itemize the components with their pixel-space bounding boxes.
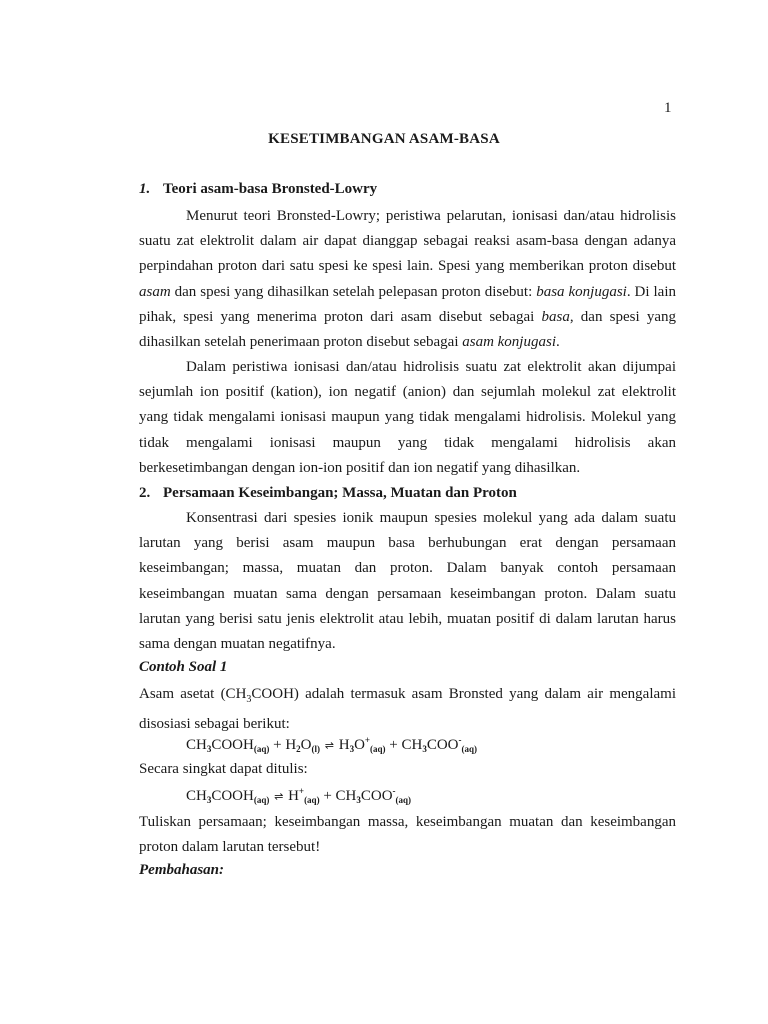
- eq-part: CH: [186, 788, 207, 804]
- eq-sub: (aq): [395, 795, 412, 805]
- eq-sub: 3: [422, 744, 427, 754]
- eq-part: H: [284, 788, 299, 804]
- eq-part: + CH: [385, 737, 423, 753]
- eq-part: O: [300, 737, 312, 753]
- eq-sup: +: [364, 735, 371, 745]
- eq-sub: (aq): [253, 744, 270, 754]
- eq-sub: 3: [349, 744, 355, 754]
- term-basa: basa: [541, 308, 570, 325]
- eq-part: COOH: [211, 737, 254, 753]
- section-1-heading: [139, 181, 377, 198]
- text-run: .: [555, 334, 560, 351]
- section-2-number: 2.: [139, 485, 151, 501]
- eq-part: COOH: [211, 788, 254, 804]
- eq-sub: (aq): [370, 744, 386, 754]
- eq-sub: 3: [356, 795, 361, 805]
- eq-part: H: [334, 737, 350, 753]
- eq-sup: +: [298, 786, 305, 796]
- section-1-paragraph-2: Dalam peristiwa ionisasi dan/atau hidrolisis suatu zat elektrolit akan dijumpai sejumlah ion positif (kation), ion negatif (anion) dan sejumlah molekul zat elektrolit yang tidak mengalami ionisasi maupun yang tidak mengalami hidrolisis. Molekul yang tidak mengalami ionisasi maupun yang tidak mengalami hidrolisis akan berkesetimbangan dengan ion-ion positif dan ion negatif yang dihasilkan.: [139, 359, 676, 476]
- text-run: . Di lain pihak, spesi yang menerima proton dari asam disebut sebagai: [139, 283, 676, 325]
- short-form-text: Secara singkat dapat ditulis:: [139, 761, 308, 777]
- eq-sub: (aq): [461, 744, 478, 754]
- example-label: Contoh Soal 1: [139, 659, 228, 675]
- term-basa-konjugasi: basa konjugasi: [536, 283, 627, 300]
- example-question: Tuliskan persamaan; keseimbangan massa, keseimbangan muatan dan keseimbangan proton dalam larutan tersebut!: [139, 814, 676, 856]
- eq-sup: -: [458, 735, 462, 745]
- equilibrium-arrow-icon: ⇌: [274, 790, 284, 803]
- term-asam-konjugasi: asam konjugasi: [462, 334, 556, 351]
- section-1-paragraph-1: [139, 204, 676, 355]
- text-run: COOH) adalah termasuk asam Bronsted yang dalam air mengalami disosiasi sebagai berikut:: [139, 686, 676, 733]
- equation-1: [186, 735, 477, 754]
- text-run: , dan spesi yang dihasilkan setelah penerimaan proton disebut sebagai: [139, 308, 676, 351]
- eq-sup: -: [392, 786, 396, 796]
- equilibrium-arrow-icon: ⇌: [324, 739, 334, 752]
- eq-sub: (aq): [304, 795, 320, 805]
- eq-part: COO: [426, 737, 459, 753]
- page-number: 1: [664, 100, 672, 116]
- eq-part: O: [354, 737, 365, 753]
- equation-2: [186, 786, 411, 805]
- document-title: KESETIMBANGAN ASAM-BASA: [268, 131, 500, 147]
- example-intro: [139, 682, 676, 737]
- section-2-paragraph-1: Konsentrasi dari spesies ionik maupun spesies molekul yang ada dalam suatu larutan yang berisi asam maupun basa berhubungan erat dengan persamaan keseimbangan; massa, muatan dan proton. Dalam banyak contoh persamaan keseimbangan muatan sama dengan persamaan keseimbangan proton. Dalam suatu larutan yang berisi satu jenis elektrolit atau lebih, muatan positif di dalam larutan harus sama dengan muatan negatifnya.: [139, 510, 676, 653]
- eq-sub: (l): [311, 744, 320, 754]
- term-asam: asam: [139, 283, 171, 300]
- solution-label: Pembahasan:: [139, 862, 225, 878]
- text-run: Menurut teori Bronsted-Lowry; peristiwa pelarutan, ionisasi dan/atau hidrolisis suatu zat elektrolit dalam air dapat dianggap sebagai reaksi asam-basa dengan adanya perpindahan proton dari satu spesi ke spesi lain. Spesi yang memberikan proton disebut: [139, 208, 676, 275]
- text-run: dan spesi yang dihasilkan setelah pelepasan proton disebut:: [170, 283, 537, 300]
- eq-part: CH: [186, 737, 207, 753]
- text-run: Asam asetat (CH: [139, 686, 247, 702]
- eq-sub: 3: [206, 795, 212, 805]
- section-1-number: 1.: [139, 181, 151, 197]
- eq-sub: 2: [296, 744, 301, 754]
- section-2-title: Persamaan Keseimbangan; Massa, Muatan dan Proton: [163, 485, 517, 501]
- eq-sub: (aq): [253, 795, 270, 805]
- eq-part: + H: [269, 737, 297, 753]
- section-1-title: Teori asam-basa Bronsted-Lowry: [163, 181, 378, 197]
- subscript: 3: [246, 694, 252, 705]
- eq-sub: 3: [206, 744, 212, 754]
- eq-part: + CH: [319, 788, 357, 804]
- section-2-heading: [139, 485, 517, 502]
- eq-part: COO: [360, 788, 393, 804]
